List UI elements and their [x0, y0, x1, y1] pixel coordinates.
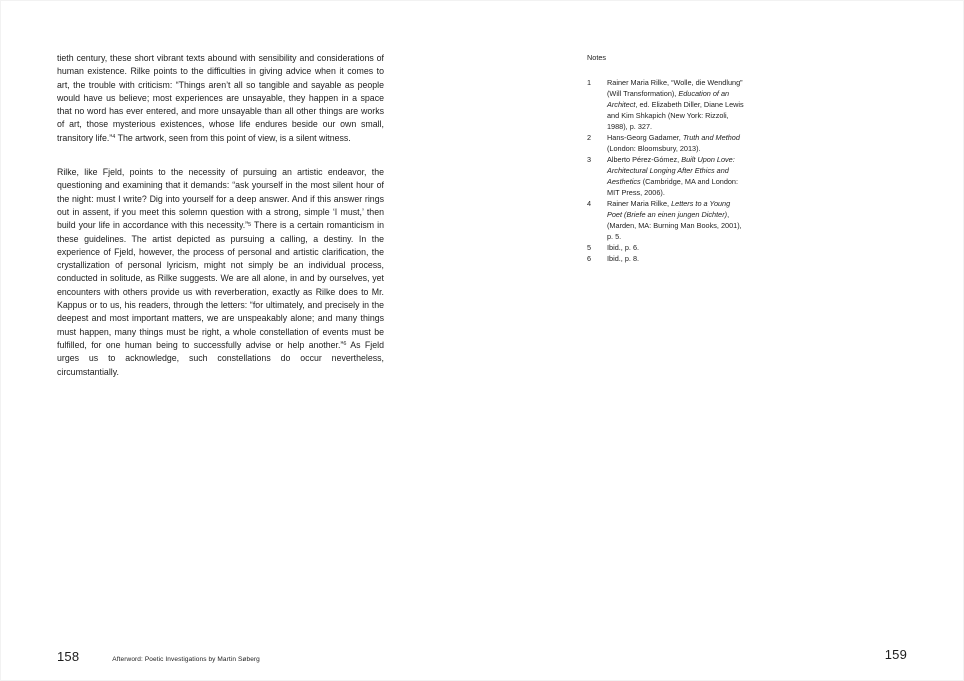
note-text: Hans-Georg Gadamer, Truth and Method (London: Bloomsbury, 2013).: [607, 133, 740, 153]
footnote-ref: 6: [343, 341, 347, 348]
note-item: [587, 253, 747, 264]
cited-title: Education of an Architect: [607, 89, 730, 109]
body-paragraph: tieth century, these short vibrant texts abound with sensibility and considerations of human existence. Rilke points to the difficulties in giving advice when it comes to art, the trouble with criticism: “Things aren’t all so tangible and sayable as people would have us believe; most experiences are unsayable, they happen in a space that no word has ever entered, and more unsayable than all other things are works of art, those mysterious existences, whose life endures beside our own small, transitory life.”$^4$ The artwork, seen from this point of view, is a silent witness.: [57, 53, 384, 143]
running-footer: Afterword: Poetic Investigations by Martin Søberg: [112, 656, 260, 663]
note-number: 5: [587, 243, 592, 252]
note-item: [587, 242, 747, 253]
note-number: 3: [587, 155, 592, 164]
note-text: Ibid., p. 8.: [607, 254, 640, 263]
body-paragraph: Rilke, like Fjeld, points to the necessity of pursuing an artistic endeavor, the questioning and examining that it demands: “ask yourself in the most silent hour of the night: must I write? Dig into yourself for a deep answer. And if this answer rings out in assent, if you meet this solemn question with a strong, simple ‘I must,’ then build your life in accordance with this necessity.”$^5$ There is a certain romanticism in these guidelines. The artist depicted as pursuing a calling, a destiny. In the experience of Fjeld, however, the process of personal and artistic clarification, the crystallization of personal lyricism, might not simply be an individual process, conducted in solitude, as Rilke suggests. We are all alone, in and by ourselves, yet encounters with others provide us with reverberation, exactly as Rilke does to Mr. Kappus or to us, his readers, through the letters: “for ultimately, and precisely in the deepest and most important matters, we are unspeakably alone; and many things must happen, many things must be right, a whole constellation of events must be fulfilled, for one human being to successfully advise or help another.”$^6$ As Fjeld urges us to acknowledge, such constellations do occur nevertheless, circumstantially.: [57, 167, 384, 377]
note-text: Rainer Maria Rilke, “Wolle, die Wendlung” (Will Transformation), Education of an Architect, ed. Elizabeth Diller, Diane Lewis and Kim Shkapich (New York: Rizzoli, 1988), p. 327.: [607, 78, 744, 131]
body-text-column: [57, 52, 384, 400]
cited-title: Truth and Method: [682, 133, 740, 142]
page-number-right: 159: [884, 647, 907, 662]
note-item: [587, 77, 747, 132]
footnote-ref: 5: [248, 221, 252, 228]
note-text: Rainer Maria Rilke, Letters to a Young Poet (Briefe an einen jungen Dichter), (Marden, MA: Burning Man Books, 2001), p. 5.: [607, 199, 742, 241]
notes-column: [587, 52, 747, 264]
note-number: 2: [587, 133, 592, 142]
note-item: [587, 132, 747, 154]
right-footer: [885, 646, 907, 664]
note-number: 4: [587, 199, 592, 208]
footnote-ref: 4: [112, 134, 116, 141]
note-item: [587, 198, 747, 242]
cited-title: Letters to a Young Poet (Briefe an einen jungen Dichter): [607, 199, 731, 219]
left-footer: [57, 649, 260, 664]
note-number: 1: [587, 78, 592, 87]
note-text: Ibid., p. 6.: [607, 243, 640, 252]
cited-title: Built Upon Love: Architectural Longing After Ethics and Aesthetics: [607, 155, 735, 186]
notes-heading: Notes: [587, 53, 607, 62]
note-text: Alberto Pérez-Gómez, Built Upon Love: Architectural Longing After Ethics and Aesthetics (Cambridge, MA and London: MIT Press, 2006).: [607, 155, 739, 197]
note-item: [587, 154, 747, 198]
page-right: [482, 0, 964, 681]
notes-list: [587, 77, 747, 264]
note-number: 6: [587, 254, 592, 263]
page-number-left: 158: [57, 649, 80, 664]
